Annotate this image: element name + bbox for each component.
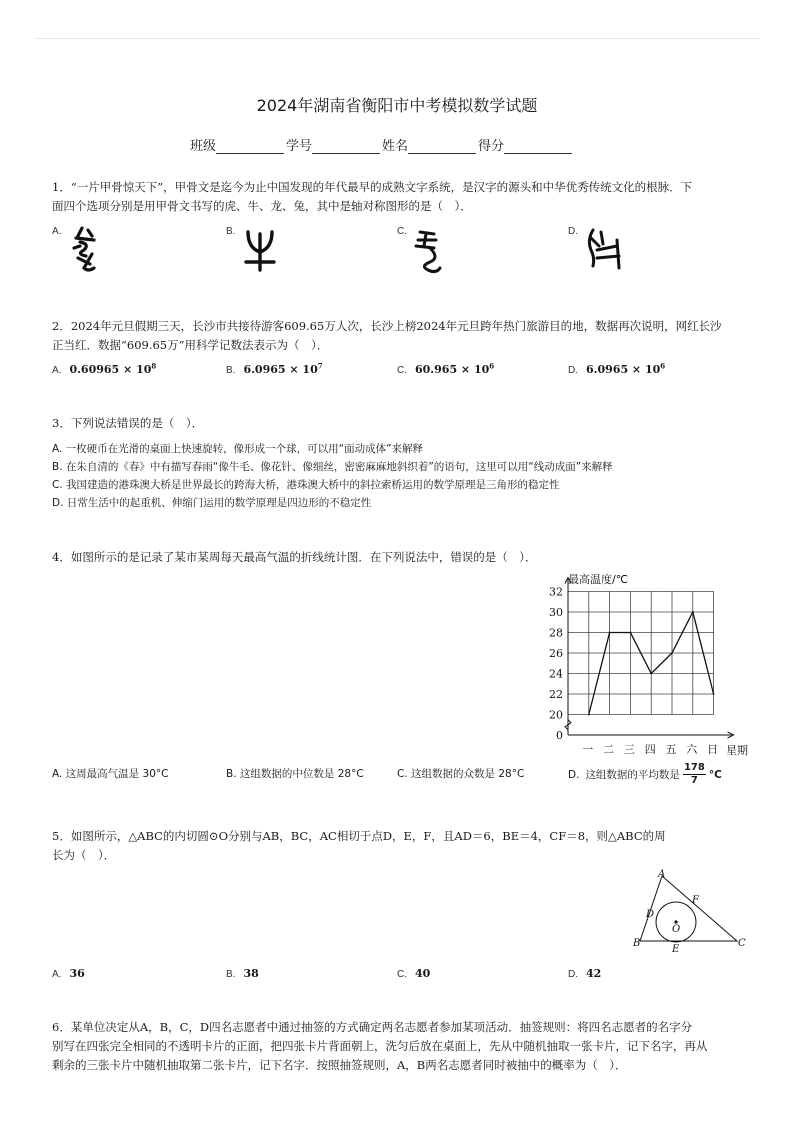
name-field[interactable]: [408, 141, 476, 154]
q4-fraction-denominator: 7: [690, 775, 698, 786]
q4-option-b[interactable]: B. 这组数据的中位数是 28°C: [226, 768, 364, 780]
q5-option-b-value: 38: [243, 967, 259, 980]
q5-option-c-value: 40: [415, 967, 431, 980]
chart-y-tick-label: 32: [549, 585, 563, 599]
q3-option-d[interactable]: D. 日常生活中的起重机、伸缩门运用的数学原理是四边形的不稳定性: [52, 497, 372, 509]
class-label: 班级: [190, 139, 217, 154]
q4-option-d-text: 这组数据的平均数是: [585, 768, 680, 781]
q4-option-d-unit: °C: [708, 768, 722, 781]
page-title: 2024年湖南省衡阳市中考模拟数学试题: [256, 96, 538, 115]
rabbit-oracle-glyph-icon: [583, 224, 627, 272]
q4-option-d-label: D.: [568, 768, 580, 781]
chart-y-tick-label: 0: [556, 729, 563, 742]
chart-x-tick-label: 六: [686, 743, 698, 756]
chart-x-tick-label: 四: [644, 743, 656, 756]
chart-x-tick-label: 三: [623, 743, 635, 756]
q2-option-c[interactable]: [397, 361, 494, 376]
question-5-line-1: 5．如图所示，△ABC的内切圆⊙O分别与AB，BC，AC相切于点D，E，F，且AD＝6，BE＝4，CF＝8，则△ABC的周: [52, 829, 666, 843]
q5-option-a[interactable]: [52, 967, 85, 980]
score-label: 得分: [478, 139, 505, 154]
label-a: A: [658, 869, 666, 880]
q2-option-d[interactable]: [568, 361, 665, 376]
question-1-line-2: 面四个选项分别是用甲骨文书写的虎、牛、龙、兔，其中是轴对称图形的是（ ）．: [52, 199, 472, 213]
top-rule: [35, 38, 759, 39]
q2-option-a-value: [69, 363, 156, 376]
chart-data-point: [671, 652, 673, 654]
temperature-line-chart: [540, 568, 750, 760]
chart-data-point: [588, 714, 590, 716]
q4-fraction-numerator: 178: [683, 762, 705, 773]
incircle-triangle-figure: [632, 866, 750, 958]
question-6-line-2: 别写在四张完全相同的不透明卡片的正面，把四张卡片背面朝上，洗匀后放在桌面上，先从中随机抽取一张卡片，记下名字，再从: [52, 1039, 708, 1053]
chart-y-tick-label: 30: [549, 606, 563, 619]
q2-option-b-value: [243, 363, 322, 376]
chart-data-point: [713, 693, 715, 695]
q1-option-d-label: D.: [568, 226, 578, 237]
chart-x-axis-label: 星期: [726, 744, 748, 757]
q3-option-a[interactable]: A. 一枚硬币在光滑的桌面上快速旋转，像形成一个球，可以用“面动成体”来解释: [52, 443, 424, 455]
ox-oracle-glyph-icon: [240, 226, 280, 274]
question-6: [52, 1018, 708, 1075]
q3-option-c[interactable]: C. 我国建造的港珠澳大桥是世界最长的跨海大桥，港珠澳大桥中的斜拉索桥运用的数学原理是三角形的稳定性: [52, 479, 560, 491]
q2-d-base: 6.0965 × 10: [586, 362, 661, 376]
name-label: 姓名: [382, 139, 409, 154]
question-2-line-1: 2．2024年元旦假期三天，长沙市共接待游客609.65万人次，长沙上榜2024年元旦跨年热门旅游目的地，数据再次说明，网红长沙: [52, 319, 722, 333]
q5-option-d-label: D.: [568, 969, 578, 980]
q2-c-base: 60.965 × 10: [415, 362, 490, 376]
chart-x-tick-label: 一: [582, 743, 594, 756]
label-o: O: [672, 924, 681, 935]
chart-y-tick-label: 28: [549, 626, 563, 640]
chart-data-point: [630, 632, 632, 634]
q2-c-exp: 6: [489, 361, 495, 370]
q5-option-b[interactable]: [226, 967, 259, 980]
label-d: D: [646, 909, 655, 920]
chart-y-axis-label: 最高温度/℃: [568, 573, 629, 586]
label-b: B: [633, 938, 641, 949]
id-field[interactable]: [312, 141, 380, 154]
q1-option-c-label: C.: [397, 226, 407, 237]
q5-option-c[interactable]: [397, 967, 430, 980]
q2-a-base: 0.60965 × 10: [69, 362, 152, 376]
q4-option-d[interactable]: [568, 762, 722, 787]
q3-option-b[interactable]: B. 在朱自清的《春》中有描写春雨“像牛毛、像花针、像细丝，密密麻麻地斜织着”的语句，这里可以用“线动成面”来解释: [52, 461, 613, 473]
question-3-stem: 3．下列说法错误的是（ ）．: [52, 416, 204, 430]
q1-option-b-label: B.: [226, 226, 236, 237]
chart-y-tick-label: 24: [549, 667, 563, 681]
chart-x-tick-label: 二: [603, 743, 615, 756]
q4-option-a[interactable]: A. 这周最高气温是 30°C: [52, 768, 169, 780]
question-6-line-3: 剩余的三张卡片中随机抽取第二张卡片，记下名字．按照抽签规则，A，B两名志愿者同时被抽中的概率为（ ）．: [52, 1058, 627, 1072]
q2-a-exp: 8: [151, 361, 157, 370]
label-f: F: [692, 895, 699, 906]
q2-option-c-label: C.: [397, 364, 407, 376]
q2-option-a-label: A.: [52, 364, 62, 376]
q1-option-a[interactable]: [52, 224, 69, 237]
triangle-abc: [640, 876, 737, 941]
q1-option-a-label: A.: [52, 226, 62, 237]
q2-option-c-value: [415, 363, 494, 376]
tiger-oracle-glyph-icon: [68, 224, 104, 274]
chart-data-point: [609, 632, 611, 634]
dragon-oracle-glyph-icon: [410, 228, 444, 276]
q4-fraction: [683, 762, 706, 787]
q2-option-d-label: D.: [568, 364, 578, 376]
chart-data-point: [692, 611, 694, 613]
q5-option-a-value: 36: [69, 967, 85, 980]
question-1-line-1: 1．“一片甲骨惊天下”，甲骨文是迄今为止中国发现的年代最早的成熟文字系统，是汉字的源头和中华优秀传统文化的根脉．下: [52, 180, 693, 194]
chart-x-tick-label: 日: [707, 743, 719, 756]
label-e: E: [672, 944, 680, 955]
q2-d-exp: 6: [660, 361, 666, 370]
id-label: 学号: [286, 139, 313, 154]
question-5-line-2: 长为（ ）．: [52, 848, 116, 862]
question-3-options: [52, 440, 752, 512]
student-info-bar: [190, 135, 574, 154]
q2-option-b[interactable]: [226, 361, 323, 376]
q2-b-base: 6.0965 × 10: [243, 362, 318, 376]
score-field[interactable]: [504, 141, 572, 154]
question-1: [52, 178, 692, 216]
q2-option-a[interactable]: [52, 361, 156, 376]
q4-option-c[interactable]: C. 这组数据的众数是 28°C: [397, 768, 525, 780]
q5-option-b-label: B.: [226, 969, 236, 980]
class-field[interactable]: [216, 141, 284, 154]
chart-y-tick-label: 20: [549, 708, 563, 722]
q5-option-d[interactable]: [568, 967, 601, 980]
q5-option-c-label: C.: [397, 969, 407, 980]
question-4-stem: 4．如图所示的是记录了某市某周每天最高气温的折线统计图．在下列说法中，错误的是（ ）．: [52, 550, 537, 564]
q5-option-d-value: 42: [586, 967, 602, 980]
question-2: [52, 317, 722, 355]
chart-y-tick-label: 26: [549, 647, 563, 660]
question-6-line-1: 6．某单位决定从A，B，C，D四名志愿者中通过抽签的方式确定两名志愿者参加某项活动．抽签规则：将四名志愿者的名字分: [52, 1020, 693, 1034]
q5-option-a-label: A.: [52, 969, 62, 980]
chart-y-tick-label: 22: [549, 688, 563, 701]
chart-data-point: [650, 673, 652, 675]
label-c: C: [738, 938, 746, 949]
q2-option-b-label: B.: [226, 364, 236, 376]
question-5: [52, 827, 666, 865]
q2-b-exp: 7: [317, 361, 323, 370]
q2-option-d-value: [586, 363, 665, 376]
question-2-line-2: 正当红．数据“609.65万”用科学记数法表示为（ ）．: [52, 338, 329, 352]
chart-x-tick-label: 五: [665, 743, 677, 756]
